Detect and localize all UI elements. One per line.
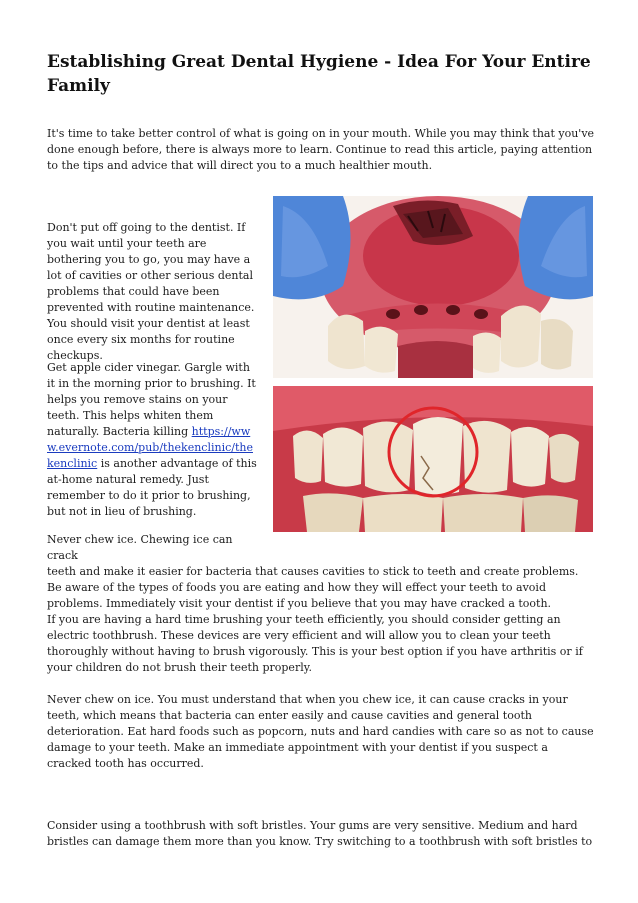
dental-photo-gum-injury	[273, 196, 593, 378]
evernote-link[interactable]: https://www.evernote.com/pub/thekenclinic/thekenclinic	[47, 425, 253, 470]
paragraph-text: teeth and make it easier for bacteria that causes cavities to stick to teeth and create problems. Be aware of the types of foods you are eating and how they will effect your teeth to avoid problems. Immediately visit your dentist if you believe that you may have cracked a tooth.	[47, 565, 579, 610]
cracked-tooth-image	[273, 386, 593, 532]
paragraph-dentist-visits: Don't put off going to the dentist. If you wait until your teeth are bothering you to go, you may have a lot of cavities or other serious dental problems that could have been prevented with routine maintenance. You should visit your dentist at least once every six months for routine checkups.	[47, 221, 255, 362]
intro-paragraph: It's time to take better control of what is going on in your mouth. While you may think that you've done enough before, there is always more to learn. Continue to read this article, paying attention to the tips and advice that will direct you to a much healthier mouth.	[47, 127, 595, 172]
paragraph-text: Get apple cider vinegar. Gargle with it in the morning prior to brushing. It helps you remove stains on your teeth. This helps whiten them naturally. Bacteria killing	[47, 361, 256, 438]
paragraph-electric-toothbrush: If you are having a hard time brushing your teeth efficiently, you should consider getting an electric toothbrush. These devices are very efficient and will allow you to clean your teeth thoroughly without having to brush vigorously. This is your best option if you have arthritis or if your children do not brush their teeth properly.	[47, 613, 583, 674]
gum-injury-image	[273, 196, 593, 378]
paragraph-soft-bristles: Consider using a toothbrush with soft bristles. Your gums are very sensitive. Medium and hard bristles can damage them more than you know. Try switching to a toothbrush with soft bristles to	[47, 819, 593, 848]
page-title: Establishing Great Dental Hygiene - Idea For Your Entire Family	[47, 52, 591, 96]
paragraph-text: is another advantage of this at-home natural remedy. Just remember to do it prior to brushing, but not in lieu of brushing.	[47, 457, 257, 518]
dental-photo-cracked-tooth	[273, 386, 593, 532]
paragraph-chew-ice	[47, 532, 595, 612]
paragraph-apple-cider-vinegar	[47, 360, 259, 520]
paragraph-first-line: Never chew ice. Chewing ice can crack	[47, 533, 233, 562]
paragraph-never-chew-ice: Never chew on ice. You must understand that when you chew ice, it can cause cracks in your teeth, which means that bacteria can enter easily and cause cavities and general tooth deterioration. Eat hard foods such as popcorn, nuts and hard candies with care so as not to cause damage to your teeth. Make an immediate appointment with your dentist if you suspect a cracked tooth has occurred.	[47, 693, 594, 770]
